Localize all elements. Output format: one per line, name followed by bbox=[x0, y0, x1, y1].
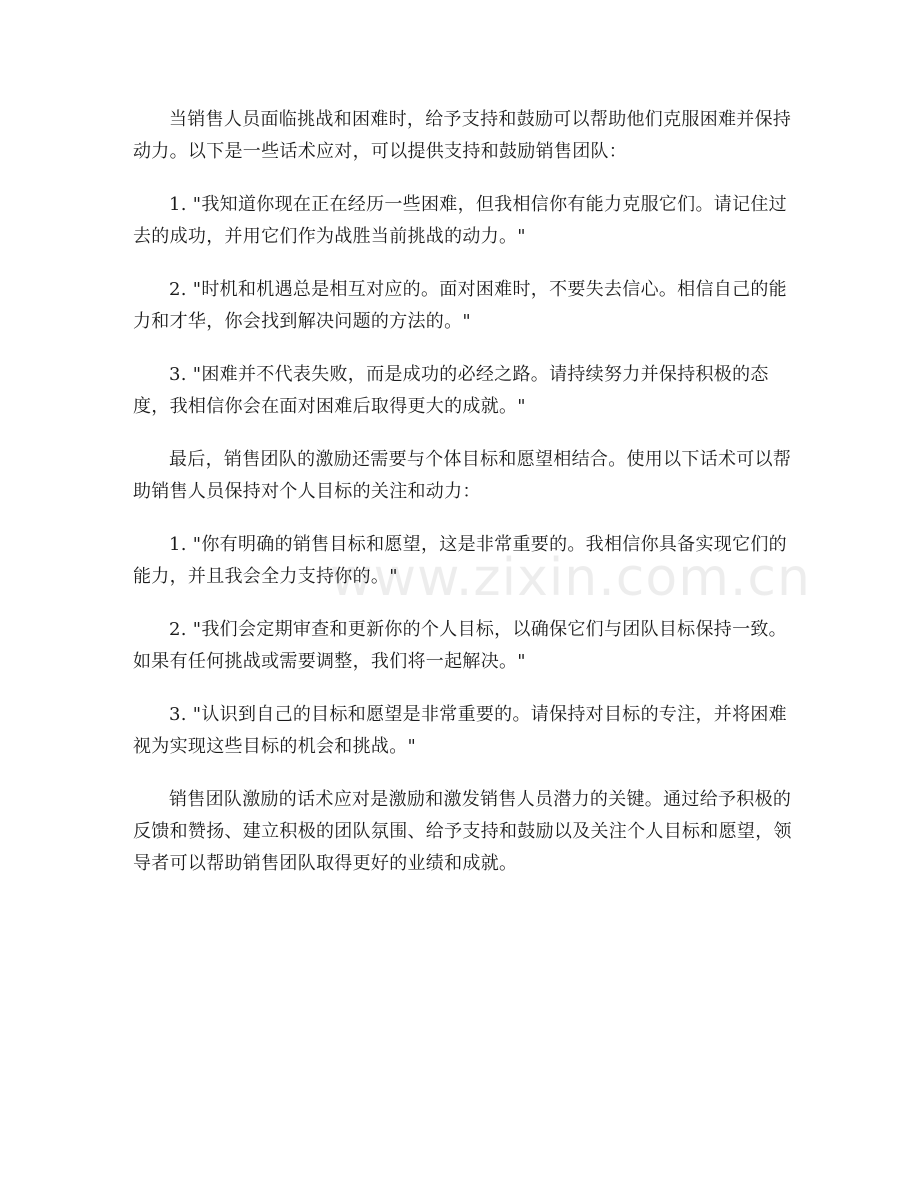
list-item: 3. "认识到自己的目标和愿望是非常重要的。请保持对目标的专注，并将困难视为实现这些目标的机会和挑战。" bbox=[133, 704, 787, 757]
list-item: 1. "我知道你现在正在经历一些困难，但我相信你有能力克服它们。请记住过去的成功，并用它们作为战胜当前挑战的动力。" bbox=[133, 194, 787, 247]
conclusion-paragraph: 销售团队激励的话术应对是激励和激发销售人员潜力的关键。通过给予积极的反馈和赞扬、建立积极的团队氛围、给予支持和鼓励以及关注个人目标和愿望，领导者可以帮助销售团队取得更好的业绩和成就。 bbox=[133, 789, 792, 874]
watermark: www.zixin.com.cn bbox=[330, 548, 811, 608]
list-item: 3. "困难并不代表失败，而是成功的必经之路。请持续努力并保持积极的态度，我相信你会在面对困难后取得更大的成就。" bbox=[133, 364, 769, 417]
section-paragraph: 最后，销售团队的激励还需要与个体目标和愿望相结合。使用以下话术可以帮助销售人员保持对个人目标的关注和动力： bbox=[133, 449, 792, 502]
document-body bbox=[133, 104, 793, 901]
list-item: 2. "我们会定期审查和更新你的个人目标，以确保它们与团队目标保持一致。如果有任何挑战或需要调整，我们将一起解决。" bbox=[133, 619, 787, 672]
list-item: 2. "时机和机遇总是相互对应的。面对困难时，不要失去信心。相信自己的能力和才华，你会找到解决问题的方法的。" bbox=[133, 279, 787, 332]
intro-paragraph: 当销售人员面临挑战和困难时，给予支持和鼓励可以帮助他们克服困难并保持动力。以下是一些话术应对，可以提供支持和鼓励销售团队： bbox=[133, 109, 792, 162]
list-item: 1. "你有明确的销售目标和愿望，这是非常重要的。我相信你具备实现它们的能力，并且我会全力支持你的。" bbox=[133, 534, 787, 587]
